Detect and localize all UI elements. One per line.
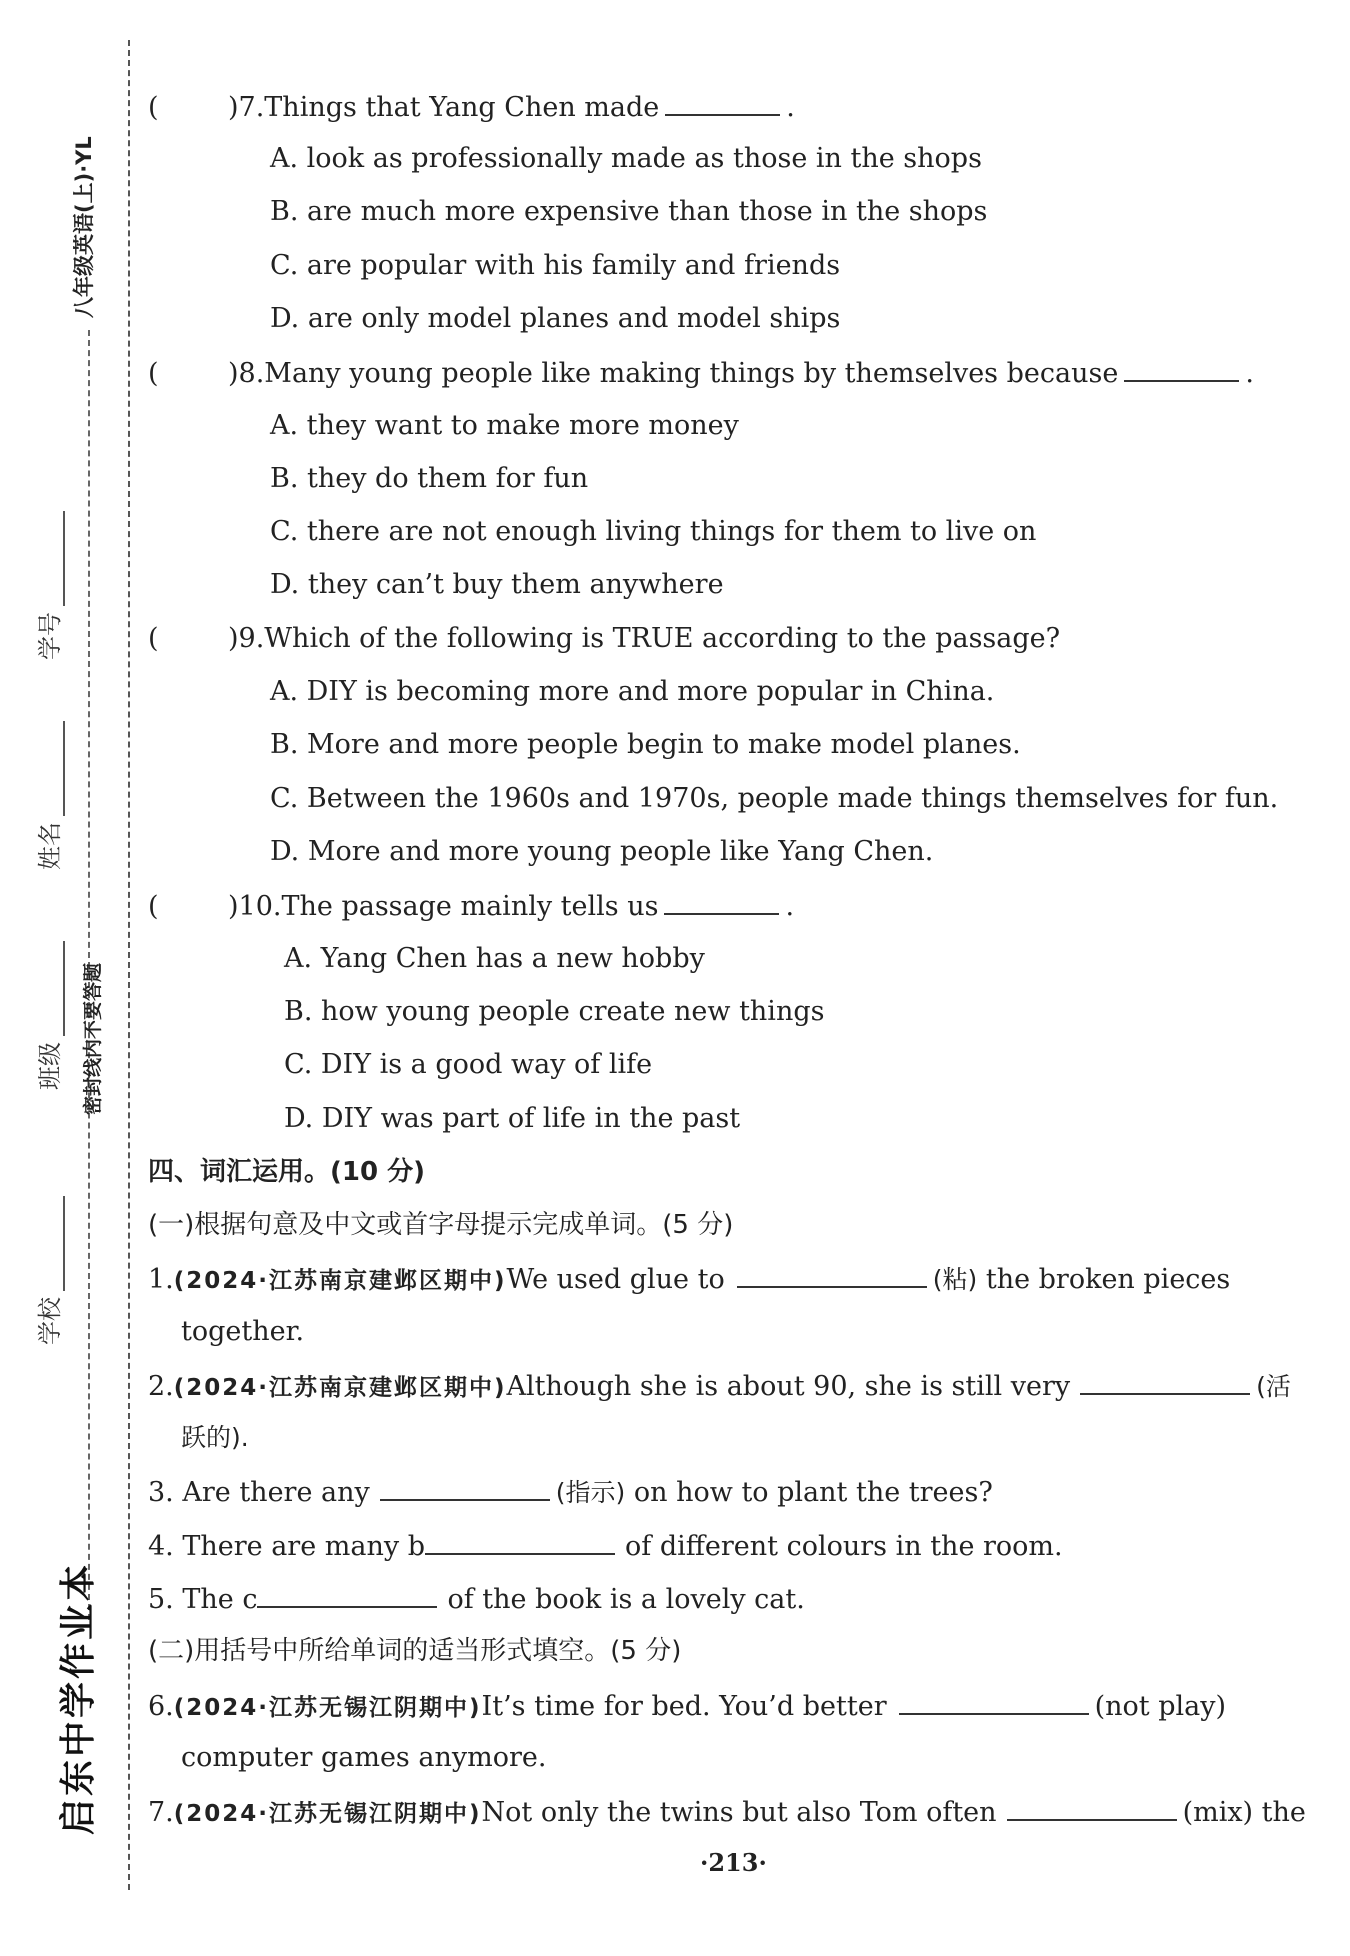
answer-blank[interactable]	[899, 1685, 1089, 1715]
vocab-item-1: 1.(2024·江苏南京建邺区期中)We used glue to (粘) the broken pieces	[148, 1258, 1230, 1301]
option: C. DIY is a good way of life	[284, 1049, 653, 1080]
answer-blank[interactable]	[1007, 1791, 1177, 1821]
answer-blank[interactable]	[737, 1258, 927, 1288]
option: A. they want to make more money	[270, 410, 739, 441]
answer-blank[interactable]	[380, 1471, 550, 1501]
answer-paren[interactable]: (	[148, 891, 159, 922]
answer-blank[interactable]	[1080, 1365, 1250, 1395]
answer-paren[interactable]: (	[148, 92, 159, 123]
continuation-text: 跃的).	[181, 1423, 249, 1452]
answer-blank[interactable]	[257, 1578, 437, 1608]
option: A. look as professionally made as those in the shops	[270, 143, 982, 174]
question-10: ( )10.The passage mainly tells us .	[148, 885, 794, 927]
option: D. More and more young people like Yang Chen.	[270, 836, 934, 867]
question-7: ( )7.Things that Yang Chen made .	[148, 86, 795, 128]
option: D. are only model planes and model ships	[270, 303, 841, 334]
class-field[interactable]: 班级	[30, 941, 65, 1090]
binding-margin	[0, 0, 140, 1956]
vocab-item-3: 3. Are there any (指示) on how to plant the trees?	[148, 1471, 993, 1513]
section-heading: 四、词汇运用。(10 分)	[148, 1157, 425, 1187]
option: A. Yang Chen has a new hobby	[284, 943, 705, 974]
binding-dashed-line	[128, 40, 130, 1890]
answer-paren[interactable]: (	[148, 358, 159, 389]
option: B. they do them for fun	[270, 463, 589, 494]
workbook-title: 启东中学作业本	[58, 1561, 99, 1835]
book-label: 八年级英语(上)·YL	[72, 136, 96, 318]
school-field[interactable]: 学校	[30, 1196, 65, 1345]
vocab-item-2: 2.(2024·江苏南京建邺区期中)Although she is about 90, she is still very (活	[148, 1365, 1291, 1408]
option: B. More and more people begin to make model planes.	[270, 729, 1021, 760]
answer-blank[interactable]	[665, 86, 780, 116]
page-number: ·213·	[700, 1848, 767, 1877]
question-8: ( )8.Many young people like making things by themselves because .	[148, 352, 1254, 394]
seal-warning: 密封线内不要答题	[82, 962, 104, 1115]
continuation-text: together.	[181, 1316, 305, 1347]
option: B. how young people create new things	[284, 996, 825, 1027]
student-number-field[interactable]: 学号	[30, 511, 65, 660]
continuation-text: computer games anymore.	[181, 1742, 547, 1773]
vocab-item-6: 6.(2024·江苏无锡江阴期中)It’s time for bed. You’d better (not play)	[148, 1685, 1226, 1728]
option: C. there are not enough living things for them to live on	[270, 516, 1037, 547]
vocab-item-7: 7.(2024·江苏无锡江阴期中)Not only the twins but also Tom often (mix) the	[148, 1791, 1306, 1834]
subsection-heading: (一)根据句意及中文或首字母提示完成单词。(5 分)	[148, 1210, 734, 1240]
answer-blank[interactable]	[1124, 352, 1239, 382]
answer-blank[interactable]	[664, 885, 779, 915]
option: A. DIY is becoming more and more popular in China.	[270, 676, 995, 707]
option: D. they can’t buy them anywhere	[270, 569, 724, 600]
subsection-heading: (二)用括号中所给单词的适当形式填空。(5 分)	[148, 1636, 682, 1666]
option: B. are much more expensive than those in the shops	[270, 196, 988, 227]
option: D. DIY was part of life in the past	[284, 1103, 741, 1134]
option: C. Between the 1960s and 1970s, people made things themselves for fun.	[270, 783, 1279, 814]
option: C. are popular with his family and friends	[270, 250, 841, 281]
vocab-item-4: 4. There are many b of different colours in the room.	[148, 1525, 1063, 1567]
question-9: ( )9.Which of the following is TRUE according to the passage?	[148, 619, 1060, 659]
answer-blank[interactable]	[425, 1525, 615, 1555]
answer-paren[interactable]: (	[148, 623, 159, 654]
vocab-item-5: 5. The c of the book is a lovely cat.	[148, 1578, 805, 1620]
name-field[interactable]: 姓名	[30, 721, 65, 870]
